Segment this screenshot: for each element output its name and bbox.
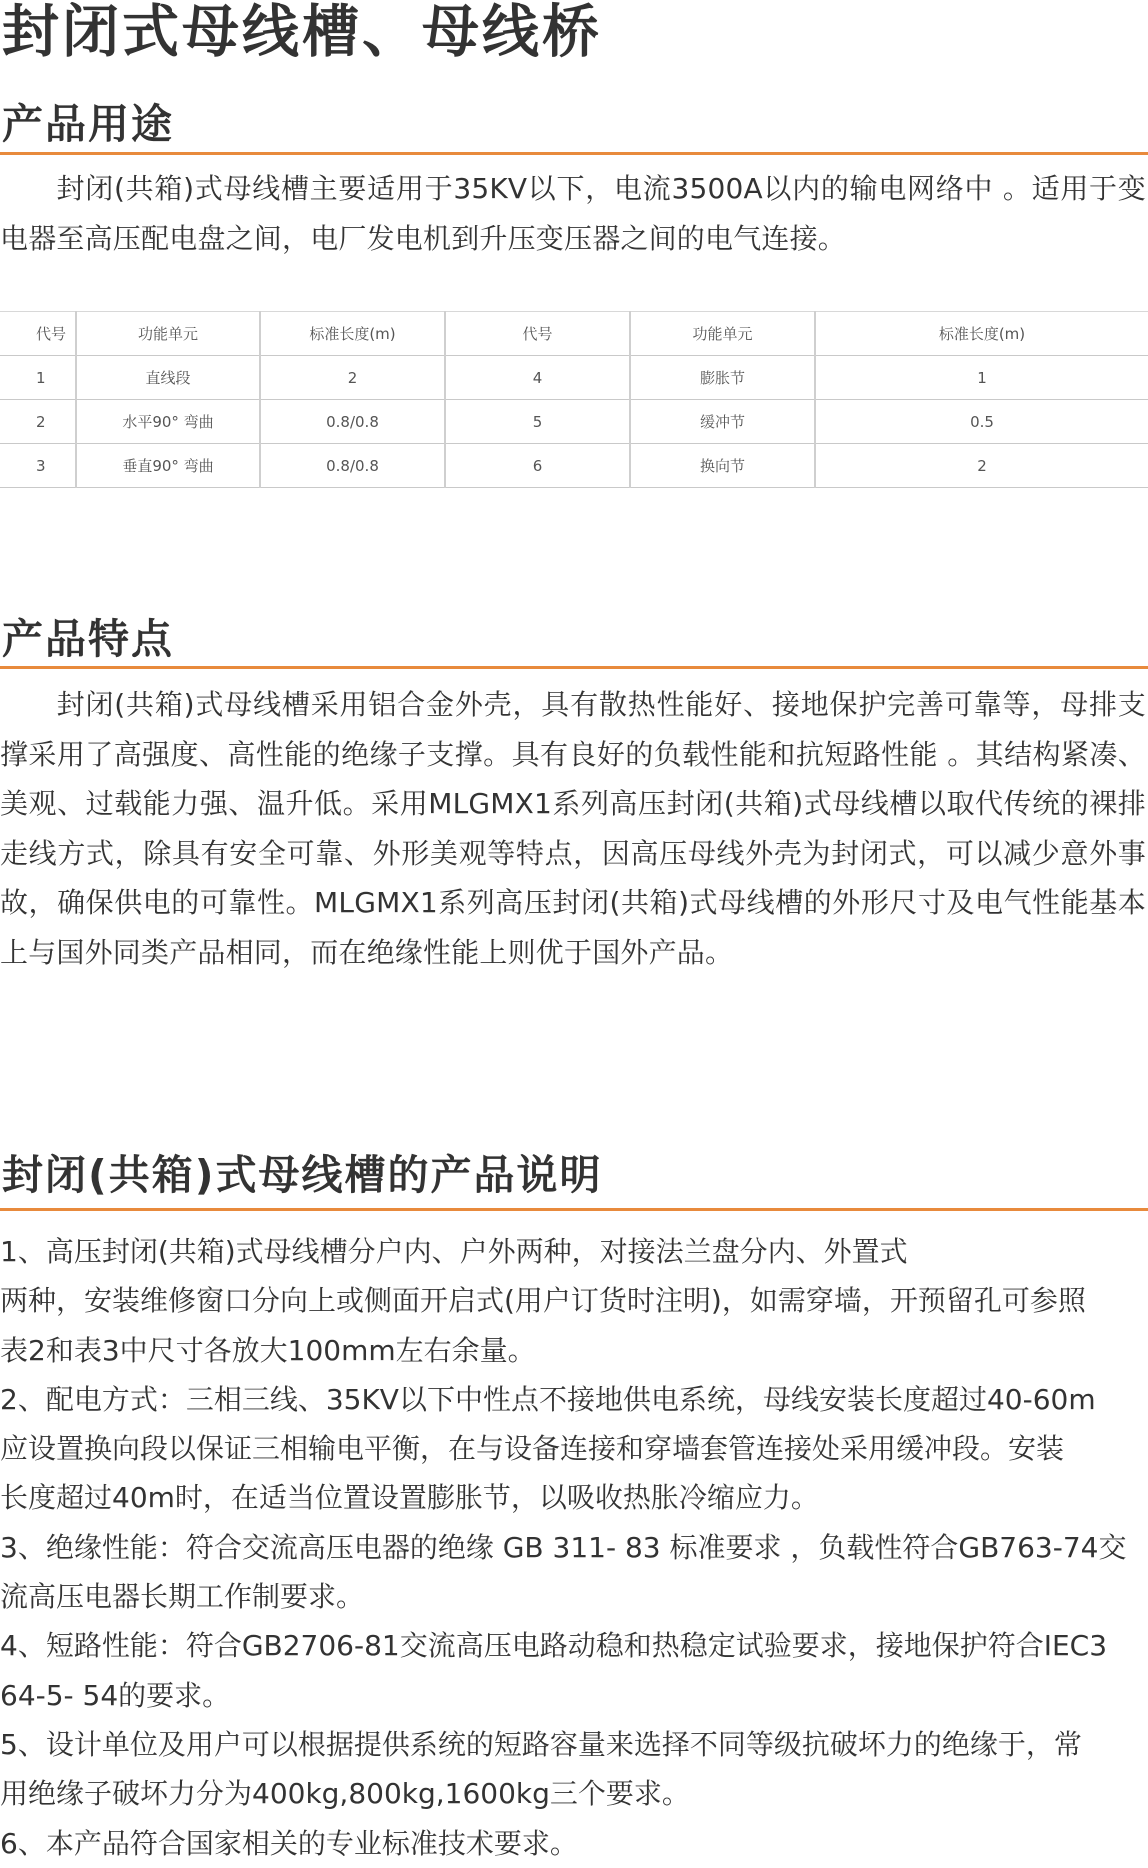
table-cell: 6 [445, 444, 630, 488]
usage-heading: 产品用途 [2, 100, 174, 148]
spec-table [0, 311, 1148, 488]
header-cell: 代号 [0, 312, 76, 356]
table-cell: 换向节 [630, 444, 815, 488]
features-text: 封闭(共箱)式母线槽采用铝合金外壳，具有散热性能好、接地保护完善可靠等，母排支撑采用了高强度、高性能的绝缘子支撑。具有良好的负载性能和抗短路性能 。其结构紧凑、美观、过载能力强、温升低。采用MLGMX1系列高压封闭(共箱)式母线槽以取代传统的裸排走线方式，除具有安全可靠、外形美观等特点，因高压母线外壳为封闭式，可以减少意外事故，确保供电的可靠性。MLGMX1系列高压封闭(共箱)式母线槽的外形尺寸及电气性能基本上与国外同类产品相同，而在绝缘性能上则优于国外产品。 [0, 688, 1146, 969]
table-cell: 2 [0, 400, 76, 444]
description-line: 表2和表3中尺寸各放大100mm左右余量。 [0, 1333, 536, 1367]
table-cell: 2 [260, 356, 445, 400]
header-cell: 标准长度(m) [260, 312, 445, 356]
table-cell: 2 [815, 444, 1148, 488]
description-line: 长度超过40m时，在适当位置设置膨胀节，以吸收热胀冷缩应力。 [0, 1481, 819, 1515]
table-cell: 0.5 [815, 400, 1148, 444]
header-cell: 代号 [445, 312, 630, 356]
header-cell: 标准长度(m) [815, 312, 1148, 356]
usage-divider [0, 152, 1148, 155]
table-cell: 3 [0, 444, 76, 488]
header-cell: 功能单元 [76, 312, 260, 356]
features-divider [0, 666, 1148, 669]
description-line: 6、本产品符合国家相关的专业标准技术要求。 [0, 1826, 578, 1860]
description-line: 2、配电方式：三相三线、35KV以下中性点不接地供电系统，母线安装长度超过40-60m [0, 1382, 1096, 1416]
description-line: 流高压电器长期工作制要求。 [0, 1580, 365, 1614]
description-heading: 封闭(共箱)式母线槽的产品说明 [2, 1151, 603, 1199]
description-line: 4、短路性能：符合GB2706-81交流高压电路动稳和热稳定试验要求，接地保护符合IEC3 [0, 1629, 1108, 1663]
description-list [0, 1227, 1146, 1868]
features-paragraph [0, 680, 1146, 977]
description-line: 1、高压封闭(共箱)式母线槽分户内、户外两种，对接法兰盘分内、外置式 [0, 1235, 908, 1268]
page-title: 封闭式母线槽、母线桥 [2, 0, 602, 65]
table-header-row [0, 312, 1148, 356]
table-cell: 0.8/0.8 [260, 400, 445, 444]
features-heading: 产品特点 [2, 615, 174, 663]
table-cell: 1 [815, 356, 1148, 400]
description-line: 3、绝缘性能：符合交流高压电器的绝缘 GB 311- 83 标准要求 ，负载性符合GB763-74交 [0, 1530, 1127, 1564]
description-line: 5、设计单位及用户可以根据提供系统的短路容量来选择不同等级抗破坏力的绝缘于，常 [0, 1727, 1082, 1761]
table-cell: 垂直90° 弯曲 [76, 444, 260, 488]
description-line: 两种，安装维修窗口分向上或侧面开启式(用户订货时注明)，如需穿墙，开预留孔可参照 [0, 1284, 1086, 1318]
usage-paragraph [0, 164, 1146, 263]
table-cell: 5 [445, 400, 630, 444]
description-line: 用绝缘子破坏力分为400kg,800kg,1600kg三个要求。 [0, 1777, 690, 1811]
table-cell: 0.8/0.8 [260, 444, 445, 488]
table-cell: 缓冲节 [630, 400, 815, 444]
table-cell: 水平90° 弯曲 [76, 400, 260, 444]
table-cell: 1 [0, 356, 76, 400]
table-row [0, 356, 1148, 400]
table-cell: 膨胀节 [630, 356, 815, 400]
table-row [0, 400, 1148, 444]
table-cell: 直线段 [76, 356, 260, 400]
description-divider [0, 1208, 1148, 1211]
header-cell: 功能单元 [630, 312, 815, 356]
table-row [0, 444, 1148, 488]
description-line: 应设置换向段以保证三相输电平衡，在与设备连接和穿墙套管连接处采用缓冲段。安装 [0, 1432, 1065, 1466]
description-line: 64-5- 54的要求。 [0, 1678, 231, 1712]
table-cell: 4 [445, 356, 630, 400]
usage-text: 封闭(共箱)式母线槽主要适用于35KV以下，电流3500A以内的输电网络中 。适用于变电器至高压配电盘之间，电厂发电机到升压变压器之间的电气连接。 [0, 172, 1146, 255]
